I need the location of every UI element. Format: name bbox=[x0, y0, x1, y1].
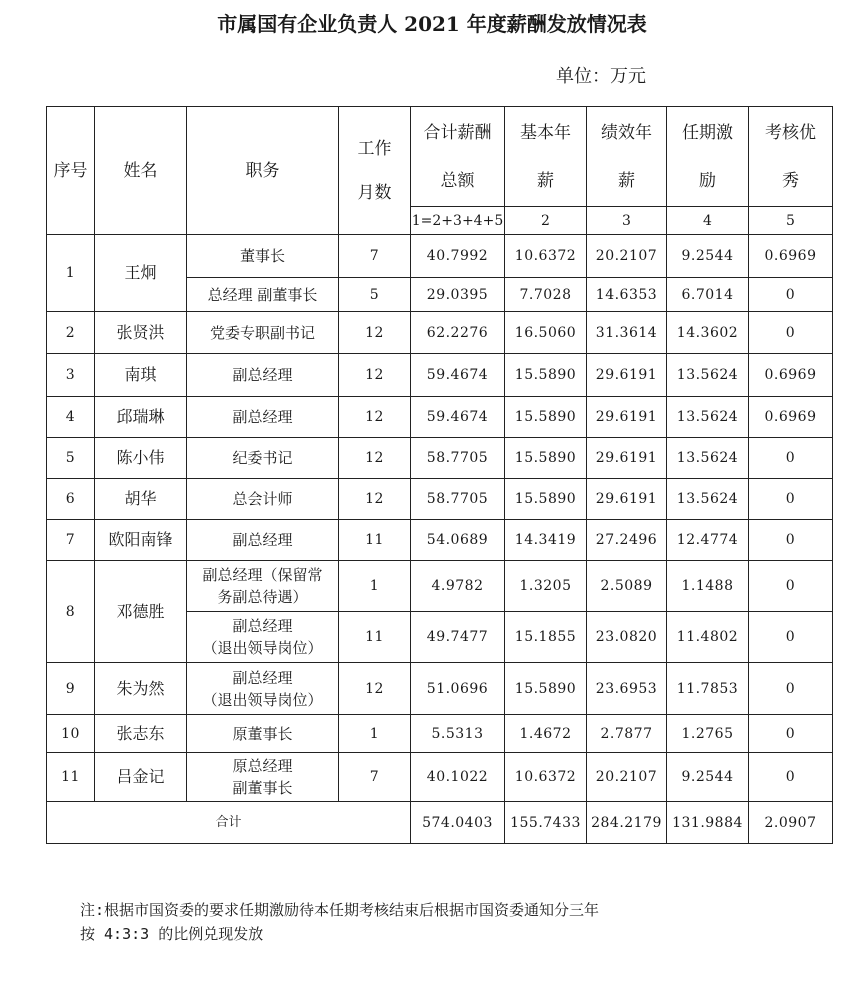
table-row bbox=[47, 479, 833, 520]
header-seq: 序号 bbox=[47, 107, 95, 235]
cell-excel: 0 bbox=[749, 479, 833, 520]
footnote bbox=[80, 898, 780, 946]
cell-base: 16.5060 bbox=[505, 312, 587, 354]
cell-base: 15.5890 bbox=[505, 438, 587, 479]
cell-base: 15.5890 bbox=[505, 397, 587, 438]
header-base-line2: 薪 bbox=[537, 170, 554, 191]
cell-term: 11.4802 bbox=[667, 612, 749, 663]
footnote-line1: 注:根据市国资委的要求任期激励待本任期考核结束后根据市国资委通知分三年 bbox=[80, 901, 600, 919]
header-perf-line2: 薪 bbox=[618, 170, 635, 191]
header-total-line2: 总额 bbox=[440, 170, 475, 191]
formula-excel: 5 bbox=[749, 207, 833, 235]
cell-name: 陈小伟 bbox=[95, 438, 187, 479]
totals-perf: 284.2179 bbox=[587, 802, 667, 844]
cell-term: 13.5624 bbox=[667, 438, 749, 479]
cell-excel: 0 bbox=[749, 753, 833, 802]
cell-excel: 0 bbox=[749, 278, 833, 312]
cell-perf: 2.7877 bbox=[587, 715, 667, 753]
cell-excel: 0 bbox=[749, 312, 833, 354]
cell-total: 59.4674 bbox=[411, 354, 505, 397]
cell-perf: 29.6191 bbox=[587, 479, 667, 520]
table-row bbox=[47, 312, 833, 354]
cell-term: 1.1488 bbox=[667, 561, 749, 612]
position-line2: 副董事长 bbox=[232, 779, 293, 797]
header-months: 工作月数 bbox=[339, 107, 411, 235]
cell-months: 1 bbox=[339, 715, 411, 753]
cell-months: 12 bbox=[339, 397, 411, 438]
document-title: 市属国有企业负责人 2021 年度薪酬发放情况表 bbox=[217, 12, 647, 36]
cell-term: 13.5624 bbox=[667, 397, 749, 438]
table-row bbox=[47, 397, 833, 438]
totals-label: 合计 bbox=[47, 802, 411, 844]
cell-term: 9.2544 bbox=[667, 235, 749, 278]
cell-months: 11 bbox=[339, 612, 411, 663]
cell-excel: 0.6969 bbox=[749, 235, 833, 278]
position-line2: 务副总待遇） bbox=[217, 588, 308, 606]
position-line2: （退出领导岗位） bbox=[202, 639, 323, 657]
totals-base: 155.7433 bbox=[505, 802, 587, 844]
cell-position: 纪委书记 bbox=[187, 438, 339, 479]
position-line2: （退出领导岗位） bbox=[202, 690, 323, 709]
cell-months: 12 bbox=[339, 312, 411, 354]
cell-months: 12 bbox=[339, 479, 411, 520]
cell-position: 党委专职副书记 bbox=[187, 312, 339, 354]
cell-base: 10.6372 bbox=[505, 753, 587, 802]
cell-perf: 27.2496 bbox=[587, 520, 667, 561]
cell-total: 58.7705 bbox=[411, 438, 505, 479]
cell-term: 1.2765 bbox=[667, 715, 749, 753]
cell-perf: 20.2107 bbox=[587, 235, 667, 278]
unit-label: 单位：万元 bbox=[556, 66, 646, 87]
header-total bbox=[411, 107, 505, 207]
header-term bbox=[667, 107, 749, 207]
cell-position: 副总经理 bbox=[187, 397, 339, 438]
cell-total: 58.7705 bbox=[411, 479, 505, 520]
cell-months: 12 bbox=[339, 438, 411, 479]
position-line1: 副总经理 bbox=[232, 668, 293, 687]
cell-perf: 29.6191 bbox=[587, 397, 667, 438]
cell-perf: 20.2107 bbox=[587, 753, 667, 802]
cell-name: 朱为然 bbox=[95, 663, 187, 715]
header-position: 职务 bbox=[187, 107, 339, 235]
cell-position: 董事长 bbox=[187, 235, 339, 278]
cell-perf: 29.6191 bbox=[587, 354, 667, 397]
cell-seq: 2 bbox=[47, 312, 95, 354]
cell-total: 51.0696 bbox=[411, 663, 505, 715]
totals-term: 131.9884 bbox=[667, 802, 749, 844]
cell-perf: 2.5089 bbox=[587, 561, 667, 612]
cell-position: 原董事长 bbox=[187, 715, 339, 753]
cell-base: 7.7028 bbox=[505, 278, 587, 312]
cell-months: 12 bbox=[339, 663, 411, 715]
cell-seq: 10 bbox=[47, 715, 95, 753]
cell-term: 9.2544 bbox=[667, 753, 749, 802]
cell-total: 40.7992 bbox=[411, 235, 505, 278]
formula-total: 1=2+3+4+5 bbox=[411, 207, 505, 235]
cell-excel: 0 bbox=[749, 663, 833, 715]
cell-base: 1.4672 bbox=[505, 715, 587, 753]
formula-perf: 3 bbox=[587, 207, 667, 235]
cell-excel: 0.6969 bbox=[749, 397, 833, 438]
header-term-line1: 任期激 bbox=[682, 122, 733, 143]
cell-months: 1 bbox=[339, 561, 411, 612]
cell-base: 1.3205 bbox=[505, 561, 587, 612]
cell-perf: 23.0820 bbox=[587, 612, 667, 663]
cell-seq: 7 bbox=[47, 520, 95, 561]
cell-name: 南琪 bbox=[95, 354, 187, 397]
cell-months: 5 bbox=[339, 278, 411, 312]
footnote-line2: 按 4:3:3 的比例兑现发放 bbox=[80, 925, 264, 943]
cell-total: 29.0395 bbox=[411, 278, 505, 312]
header-perf-line1: 绩效年 bbox=[601, 122, 652, 143]
table-row bbox=[47, 715, 833, 753]
cell-excel: 0 bbox=[749, 715, 833, 753]
cell-seq: 3 bbox=[47, 354, 95, 397]
table-row bbox=[47, 561, 833, 612]
cell-total: 59.4674 bbox=[411, 397, 505, 438]
table-row bbox=[47, 753, 833, 802]
cell-perf: 29.6191 bbox=[587, 438, 667, 479]
cell-term: 13.5624 bbox=[667, 479, 749, 520]
cell-total: 4.9782 bbox=[411, 561, 505, 612]
cell-months: 11 bbox=[339, 520, 411, 561]
table-row bbox=[47, 354, 833, 397]
cell-seq: 1 bbox=[47, 235, 95, 312]
cell-base: 15.5890 bbox=[505, 354, 587, 397]
cell-total: 5.5313 bbox=[411, 715, 505, 753]
cell-position bbox=[187, 612, 339, 663]
header-base-line1: 基本年 bbox=[520, 122, 571, 143]
cell-seq: 5 bbox=[47, 438, 95, 479]
header-excel-line1: 考核优 bbox=[765, 122, 816, 143]
cell-seq: 8 bbox=[47, 561, 95, 663]
cell-position: 总经理 副董事长 bbox=[187, 278, 339, 312]
cell-seq: 4 bbox=[47, 397, 95, 438]
cell-months: 7 bbox=[339, 753, 411, 802]
cell-base: 15.1855 bbox=[505, 612, 587, 663]
cell-months: 7 bbox=[339, 235, 411, 278]
cell-position bbox=[187, 561, 339, 612]
cell-term: 11.7853 bbox=[667, 663, 749, 715]
position-line1: 原总经理 bbox=[232, 757, 293, 775]
cell-name: 邱瑞琳 bbox=[95, 397, 187, 438]
cell-term: 6.7014 bbox=[667, 278, 749, 312]
cell-name: 张志东 bbox=[95, 715, 187, 753]
formula-base: 2 bbox=[505, 207, 587, 235]
cell-term: 12.4774 bbox=[667, 520, 749, 561]
position-line1: 副总经理 bbox=[232, 617, 293, 635]
cell-name: 胡华 bbox=[95, 479, 187, 520]
cell-position bbox=[187, 663, 339, 715]
header-excel bbox=[749, 107, 833, 207]
table-row bbox=[47, 663, 833, 715]
cell-term: 14.3602 bbox=[667, 312, 749, 354]
cell-excel: 0.6969 bbox=[749, 354, 833, 397]
header-base bbox=[505, 107, 587, 207]
cell-seq: 9 bbox=[47, 663, 95, 715]
cell-base: 15.5890 bbox=[505, 479, 587, 520]
cell-months: 12 bbox=[339, 354, 411, 397]
totals-excel: 2.0907 bbox=[749, 802, 833, 844]
cell-name: 吕金记 bbox=[95, 753, 187, 802]
cell-base: 14.3419 bbox=[505, 520, 587, 561]
header-row bbox=[47, 107, 833, 207]
cell-excel: 0 bbox=[749, 438, 833, 479]
cell-name: 王炯 bbox=[95, 235, 187, 312]
table-row bbox=[47, 520, 833, 561]
cell-name: 欧阳南锋 bbox=[95, 520, 187, 561]
cell-total: 62.2276 bbox=[411, 312, 505, 354]
totals-total: 574.0403 bbox=[411, 802, 505, 844]
cell-base: 10.6372 bbox=[505, 235, 587, 278]
cell-total: 49.7477 bbox=[411, 612, 505, 663]
cell-position: 副总经理 bbox=[187, 354, 339, 397]
table-row bbox=[47, 438, 833, 479]
header-excel-line2: 秀 bbox=[782, 170, 799, 191]
cell-excel: 0 bbox=[749, 612, 833, 663]
cell-total: 40.1022 bbox=[411, 753, 505, 802]
cell-total: 54.0689 bbox=[411, 520, 505, 561]
cell-position: 总会计师 bbox=[187, 479, 339, 520]
cell-excel: 0 bbox=[749, 520, 833, 561]
header-name: 姓名 bbox=[95, 107, 187, 235]
cell-seq: 11 bbox=[47, 753, 95, 802]
salary-table bbox=[46, 106, 833, 844]
cell-perf: 14.6353 bbox=[587, 278, 667, 312]
cell-perf: 31.3614 bbox=[587, 312, 667, 354]
header-term-line2: 励 bbox=[699, 170, 716, 191]
totals-row bbox=[47, 802, 833, 844]
cell-name: 邓德胜 bbox=[95, 561, 187, 663]
header-total-line1: 合计薪酬 bbox=[423, 122, 492, 143]
table-row bbox=[47, 235, 833, 278]
formula-term: 4 bbox=[667, 207, 749, 235]
cell-position bbox=[187, 753, 339, 802]
cell-position: 副总经理 bbox=[187, 520, 339, 561]
cell-name: 张贤洪 bbox=[95, 312, 187, 354]
position-line1: 副总经理（保留常 bbox=[202, 566, 323, 584]
cell-term: 13.5624 bbox=[667, 354, 749, 397]
cell-seq: 6 bbox=[47, 479, 95, 520]
cell-perf: 23.6953 bbox=[587, 663, 667, 715]
header-perf bbox=[587, 107, 667, 207]
cell-base: 15.5890 bbox=[505, 663, 587, 715]
cell-excel: 0 bbox=[749, 561, 833, 612]
